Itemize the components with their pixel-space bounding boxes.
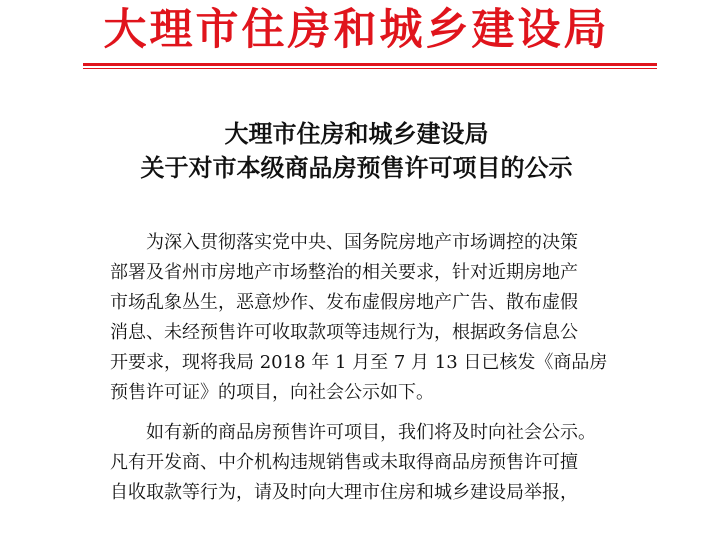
paragraph-1 [110, 228, 630, 408]
document-title-line-1: 大理市住房和城乡建设局 [224, 119, 489, 148]
document-body [110, 228, 630, 508]
body-line: 市场乱象丛生，恶意炒作、发布虚假房地产广告、散布虚假 [110, 292, 578, 313]
paragraph-gap [110, 408, 630, 418]
document-title-line-2: 关于对市本级商品房预售许可项目的公示 [140, 153, 573, 182]
body-line: 部署及省州市房地产市场整治的相关要求，针对近期房地产 [110, 262, 578, 283]
letterhead-red-rule-thin [83, 68, 657, 69]
body-line: 为深入贯彻落实党中央、国务院房地产市场调控的决策 [146, 232, 578, 253]
body-line: 预售许可证》的项目，向社会公示如下。 [110, 382, 434, 403]
letterhead-org-name: 大理市住房和城乡建设局 [103, 5, 610, 55]
document-title [0, 117, 713, 185]
body-line: 开要求，现将我局 2018 年 1 月至 7 月 13 日已核发《商品房 [110, 352, 608, 373]
paragraph-2 [110, 418, 630, 508]
body-line: 消息、未经预售许可收取款项等违规行为，根据政务信息公 [110, 322, 578, 343]
body-line: 自收取款等行为，请及时向大理市住房和城乡建设局举报， [110, 482, 578, 503]
letterhead-red-rule-thick [83, 63, 657, 66]
body-line: 凡有开发商、中介机构违规销售或未取得商品房预售许可擅 [110, 452, 578, 473]
body-line: 如有新的商品房预售许可项目，我们将及时向社会公示。 [146, 422, 596, 443]
